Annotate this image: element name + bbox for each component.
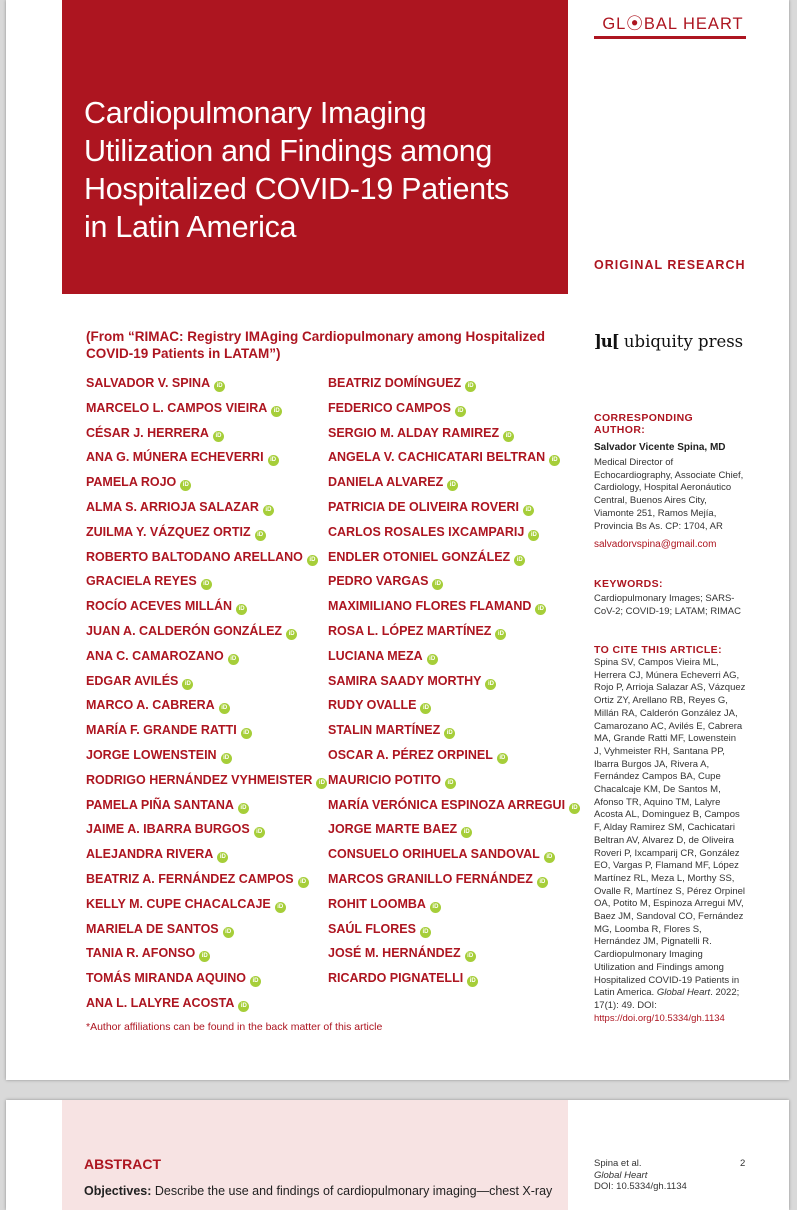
running-doi: DOI: 10.5334/gh.1134 xyxy=(594,1181,687,1192)
author-item xyxy=(328,674,580,699)
author-name: BEATRIZ A. FERNÁNDEZ CAMPOS xyxy=(86,871,294,886)
corresponding-author-section xyxy=(594,412,746,550)
orcid-icon[interactable]: iD xyxy=(497,753,508,764)
author-name: MAXIMILIANO FLORES FLAMAND xyxy=(328,599,532,614)
objectives-label: Objectives: xyxy=(84,1184,152,1198)
author-item xyxy=(86,475,327,500)
author-item xyxy=(86,996,327,1021)
orcid-icon[interactable]: iD xyxy=(255,530,266,541)
author-name: MARCELO L. CAMPOS VIEIRA xyxy=(86,400,268,415)
author-item xyxy=(328,698,580,723)
author-name: ROCÍO ACEVES MILLÁN xyxy=(86,599,233,614)
author-name: ALEJANDRA RIVERA xyxy=(86,847,214,862)
author-name: KELLY M. CUPE CHACALCAJE xyxy=(86,896,271,911)
author-item xyxy=(328,525,580,550)
orcid-icon[interactable]: iD xyxy=(275,902,286,913)
orcid-icon[interactable]: iD xyxy=(238,1001,249,1012)
author-item xyxy=(86,500,327,525)
author-name: CARLOS ROSALES IXCAMPARIJ xyxy=(328,524,525,539)
author-item xyxy=(86,822,327,847)
author-item xyxy=(328,798,580,823)
orcid-icon[interactable]: iD xyxy=(537,877,548,888)
running-head xyxy=(594,1158,746,1193)
abstract-band xyxy=(62,1100,568,1210)
orcid-icon[interactable]: iD xyxy=(503,431,514,442)
author-item xyxy=(86,971,327,996)
orcid-icon[interactable]: iD xyxy=(535,604,546,615)
orcid-icon[interactable]: iD xyxy=(271,406,282,417)
orcid-icon[interactable]: iD xyxy=(445,778,456,789)
orcid-icon[interactable]: iD xyxy=(223,927,234,938)
author-name: ENDLER OTONIEL GONZÁLEZ xyxy=(328,549,511,564)
orcid-icon[interactable]: iD xyxy=(263,505,274,516)
author-item xyxy=(328,822,580,847)
author-name: TOMÁS MIRANDA AQUINO xyxy=(86,971,246,986)
corresponding-heading: CORRESPONDING AUTHOR: xyxy=(594,412,694,436)
orcid-icon[interactable]: iD xyxy=(465,951,476,962)
author-item xyxy=(86,599,327,624)
author-name: JORGE MARTE BAEZ xyxy=(328,822,458,837)
running-journal: Global Heart xyxy=(594,1169,648,1181)
author-item xyxy=(328,649,580,674)
citation-text xyxy=(594,657,746,1025)
author-name: TANIA R. AFONSO xyxy=(86,946,196,961)
author-item xyxy=(86,674,327,699)
orcid-icon[interactable]: iD xyxy=(286,629,297,640)
author-name: BEATRIZ DOMÍNGUEZ xyxy=(328,376,462,390)
author-name: CONSUELO ORIHUELA SANDOVAL xyxy=(328,847,540,862)
author-item xyxy=(86,698,327,723)
author-item xyxy=(86,723,327,748)
orcid-icon[interactable]: iD xyxy=(254,827,265,838)
author-list-left xyxy=(86,376,327,1021)
author-name: JAIME A. IBARRA BURGOS xyxy=(86,822,250,837)
orcid-icon[interactable]: iD xyxy=(236,604,247,615)
orcid-icon[interactable]: iD xyxy=(461,827,472,838)
author-item xyxy=(86,450,327,475)
orcid-icon[interactable]: iD xyxy=(214,381,225,392)
author-name: ZUILMA Y. VÁZQUEZ ORTIZ xyxy=(86,524,251,539)
author-name: FEDERICO CAMPOS xyxy=(328,400,451,415)
corresponding-address: Medical Director of Echocardiography, Associate Chief, Cardiology, Hospital Aeronáutico Central, Buenos Aires City, Viamonte 251, Ramos Mejía, Provincia Bs As. CP: 1704, AR xyxy=(594,457,744,532)
author-item xyxy=(328,971,580,996)
author-name: MARIELA DE SANTOS xyxy=(86,921,219,936)
author-name: ALMA S. ARRIOJA SALAZAR xyxy=(86,499,259,514)
orcid-icon[interactable]: iD xyxy=(528,530,539,541)
author-item xyxy=(86,550,327,575)
affiliation-note: *Author affiliations can be found in the back matter of this article xyxy=(86,1021,383,1033)
author-item xyxy=(328,922,580,947)
author-name: RODRIGO HERNÁNDEZ VYHMEISTER xyxy=(86,772,313,787)
author-list-right xyxy=(328,376,580,996)
orcid-icon[interactable]: iD xyxy=(495,629,506,640)
orcid-icon[interactable]: iD xyxy=(485,679,496,690)
author-name: MAURICIO POTITO xyxy=(328,772,441,787)
author-item xyxy=(86,401,327,426)
author-name: SALVADOR V. SPINA xyxy=(86,376,211,390)
orcid-icon[interactable]: iD xyxy=(307,555,318,566)
citation-body: Spina SV, Campos Vieira ML, Herrera CJ, Múnera Echeverri AG, Rojo P, Arrioja Salazar AS, Vázquez Ortiz ZY, Arellano RB, Reyes G, Millán RA, Calderón González JA, Camarozano AC, Avilés E, Cabrera MA, Grande Ratti MF, Lowenstein J, Vyhmeister RH, Santana PP, Ibarra Burgos JA, Rivera A, Fernández Campos BA, Cupe Chacalcaje KM, De Santos M, Afonso TR, Aquino TM, Lalyre Acosta AL, Dominguez B, Campos F, Alday Ramirez SM, Cachicatari Beltran AV, Alvarez D, de Oliveira Roveri P, Ixcamparij CR, González EO, Vargas P, Flamand MF, López Martínez RL, Meza L, Morthy SS, Ovalle R, Martínez S, Pérez Orpinel OA, Potito M, Espinoza Arregui MV, Baez JM, Sandoval CO, Fernández MG, Loomba R, Flores S, Hernández JM, Pignatelli R. Cardiopulmonary Imaging Utilization and Findings among Hospitalized COVID-19 Patients in Latin America. xyxy=(594,657,746,999)
author-item xyxy=(328,773,580,798)
running-author: Spina et al. xyxy=(594,1158,642,1169)
open-access-icon xyxy=(564,6,604,54)
author-item xyxy=(328,723,580,748)
author-item xyxy=(86,376,327,401)
author-name: ROSA L. LÓPEZ MARTÍNEZ xyxy=(328,623,492,638)
orcid-icon[interactable]: iD xyxy=(213,431,224,442)
keywords-text: Cardiopulmonary Images; SARS-CoV-2; COVID-19; LATAM; RIMAC xyxy=(594,593,741,617)
author-item xyxy=(86,624,327,649)
orcid-icon[interactable]: iD xyxy=(221,753,232,764)
author-name: SERGIO M. ALDAY RAMIREZ xyxy=(328,425,500,440)
author-name: CÉSAR J. HERRERA xyxy=(86,425,209,440)
author-name: MARCOS GRANILLO FERNÁNDEZ xyxy=(328,871,533,886)
orcid-icon[interactable]: iD xyxy=(569,803,580,814)
author-item xyxy=(86,798,327,823)
orcid-icon[interactable]: iD xyxy=(427,654,438,665)
publisher-logo xyxy=(594,332,743,351)
journal-divider xyxy=(594,36,746,39)
author-item xyxy=(86,773,327,798)
orcid-icon[interactable]: iD xyxy=(238,803,249,814)
orcid-icon[interactable]: iD xyxy=(420,927,431,938)
author-name: PEDRO VARGAS xyxy=(328,574,429,589)
keywords-section xyxy=(594,578,746,618)
author-name: MARÍA VERÓNICA ESPINOZA ARREGUI xyxy=(328,797,566,812)
author-name: SAÚL FLORES xyxy=(328,921,416,936)
journal-name: GL⦿BAL HEART xyxy=(602,15,744,33)
citation-heading: TO CITE THIS ARTICLE: xyxy=(594,644,722,656)
orcid-icon[interactable]: iD xyxy=(432,579,443,590)
abstract-heading: ABSTRACT xyxy=(84,1156,161,1172)
orcid-icon[interactable]: iD xyxy=(430,902,441,913)
orcid-icon[interactable]: iD xyxy=(544,852,555,863)
citation-doi-link[interactable]: https://doi.org/10.5334/gh.1134 xyxy=(594,1012,725,1024)
orcid-icon[interactable]: iD xyxy=(298,877,309,888)
author-item xyxy=(328,500,580,525)
orcid-icon[interactable]: iD xyxy=(228,654,239,665)
author-name: MARÍA F. GRANDE RATTI xyxy=(86,723,237,738)
orcid-icon[interactable]: iD xyxy=(250,976,261,987)
orcid-icon[interactable]: iD xyxy=(180,480,191,491)
author-item xyxy=(328,550,580,575)
author-item xyxy=(328,426,580,451)
author-name: RICARDO PIGNATELLI xyxy=(328,971,464,986)
orcid-icon[interactable]: iD xyxy=(523,505,534,516)
author-name: SAMIRA SAADY MORTHY xyxy=(328,673,482,688)
author-name: PAMELA PIÑA SANTANA xyxy=(86,797,234,812)
orcid-icon[interactable]: iD xyxy=(444,728,455,739)
author-item xyxy=(328,574,580,599)
author-name: ANA L. LALYRE ACOSTA xyxy=(86,995,235,1010)
orcid-icon[interactable]: iD xyxy=(465,381,476,392)
author-name: OSCAR A. PÉREZ ORPINEL xyxy=(328,747,493,762)
author-name: ROBERTO BALTODANO ARELLANO xyxy=(86,549,303,564)
author-item xyxy=(328,847,580,872)
citation-details: . 2022; 17(1): 49. DOI: xyxy=(594,987,740,1011)
orcid-icon[interactable]: iD xyxy=(201,579,212,590)
author-item xyxy=(328,897,580,922)
author-item xyxy=(328,401,580,426)
author-name: LUCIANA MEZA xyxy=(328,648,423,663)
page-number: 2 xyxy=(740,1158,746,1169)
page-1 xyxy=(6,0,789,1080)
author-item xyxy=(328,376,580,401)
author-item xyxy=(86,426,327,451)
author-item xyxy=(86,525,327,550)
author-name: STALIN MARTÍNEZ xyxy=(328,723,441,738)
orcid-icon[interactable]: iD xyxy=(420,703,431,714)
author-name: PATRICIA DE OLIVEIRA ROVERI xyxy=(328,499,519,514)
citation-section xyxy=(594,644,746,1025)
author-item xyxy=(328,748,580,773)
author-item xyxy=(328,599,580,624)
orcid-icon[interactable]: iD xyxy=(182,679,193,690)
author-item xyxy=(328,872,580,897)
orcid-icon[interactable]: iD xyxy=(268,455,279,466)
orcid-icon[interactable]: iD xyxy=(219,703,230,714)
author-name: JOSÉ M. HERNÁNDEZ xyxy=(328,946,461,961)
corresponding-email-link[interactable]: salvadorvspina@gmail.com xyxy=(594,539,717,551)
orcid-icon[interactable]: iD xyxy=(199,951,210,962)
author-item xyxy=(86,872,327,897)
author-item xyxy=(86,946,327,971)
registry-note: (From “RIMAC: Registry IMAging Cardiopulmonary among Hospitalized COVID-19 Patients in LATAM”) xyxy=(86,329,546,361)
title-block xyxy=(62,0,568,294)
author-name: ANGELA V. CACHICATARI BELTRAN xyxy=(328,450,546,465)
author-name: DANIELA ALVAREZ xyxy=(328,475,444,490)
orcid-icon[interactable]: iD xyxy=(316,778,327,789)
author-item xyxy=(86,748,327,773)
keywords-heading: KEYWORDS: xyxy=(594,578,663,590)
orcid-icon[interactable]: iD xyxy=(549,455,560,466)
author-name: EDGAR AVILÉS xyxy=(86,673,179,688)
page-2 xyxy=(6,1100,789,1210)
author-name: JUAN A. CALDERÓN GONZÁLEZ xyxy=(86,623,283,638)
author-name: ROHIT LOOMBA xyxy=(328,896,426,911)
author-item xyxy=(328,475,580,500)
author-name: PAMELA ROJO xyxy=(86,475,177,490)
corresponding-name: Salvador Vicente Spina, MD xyxy=(594,442,726,453)
author-name: ANA G. MÚNERA ECHEVERRI xyxy=(86,450,264,465)
orcid-icon[interactable]: iD xyxy=(241,728,252,739)
orcid-icon[interactable]: iD xyxy=(447,480,458,491)
author-item xyxy=(86,649,327,674)
article-title: Cardiopulmonary Imaging Utilization and Findings among Hospitalized COVID-19 Patients in Latin America xyxy=(84,96,509,244)
author-name: RUDY OVALLE xyxy=(328,698,417,713)
author-item xyxy=(86,922,327,947)
orcid-icon[interactable]: iD xyxy=(467,976,478,987)
article-type: ORIGINAL RESEARCH xyxy=(594,258,746,272)
author-item xyxy=(86,847,327,872)
author-item xyxy=(86,574,327,599)
author-name: JORGE LOWENSTEIN xyxy=(86,747,217,762)
objectives-text: Describe the use and findings of cardiopulmonary imaging—chest X-ray xyxy=(154,1184,553,1198)
author-name: GRACIELA REYES xyxy=(86,574,197,589)
publisher-mark: ]u[ xyxy=(594,332,619,351)
author-name: MARCO A. CABRERA xyxy=(86,698,215,713)
publisher-name: ubiquity press xyxy=(623,332,744,351)
orcid-icon[interactable]: iD xyxy=(514,555,525,566)
author-item xyxy=(86,897,327,922)
orcid-icon[interactable]: iD xyxy=(217,852,228,863)
citation-journal: Global Heart xyxy=(656,987,711,999)
author-item xyxy=(328,624,580,649)
author-item xyxy=(328,946,580,971)
author-item xyxy=(328,450,580,475)
orcid-icon[interactable]: iD xyxy=(455,406,466,417)
author-name: ANA C. CAMAROZANO xyxy=(86,648,224,663)
abstract-objectives xyxy=(84,1184,564,1198)
